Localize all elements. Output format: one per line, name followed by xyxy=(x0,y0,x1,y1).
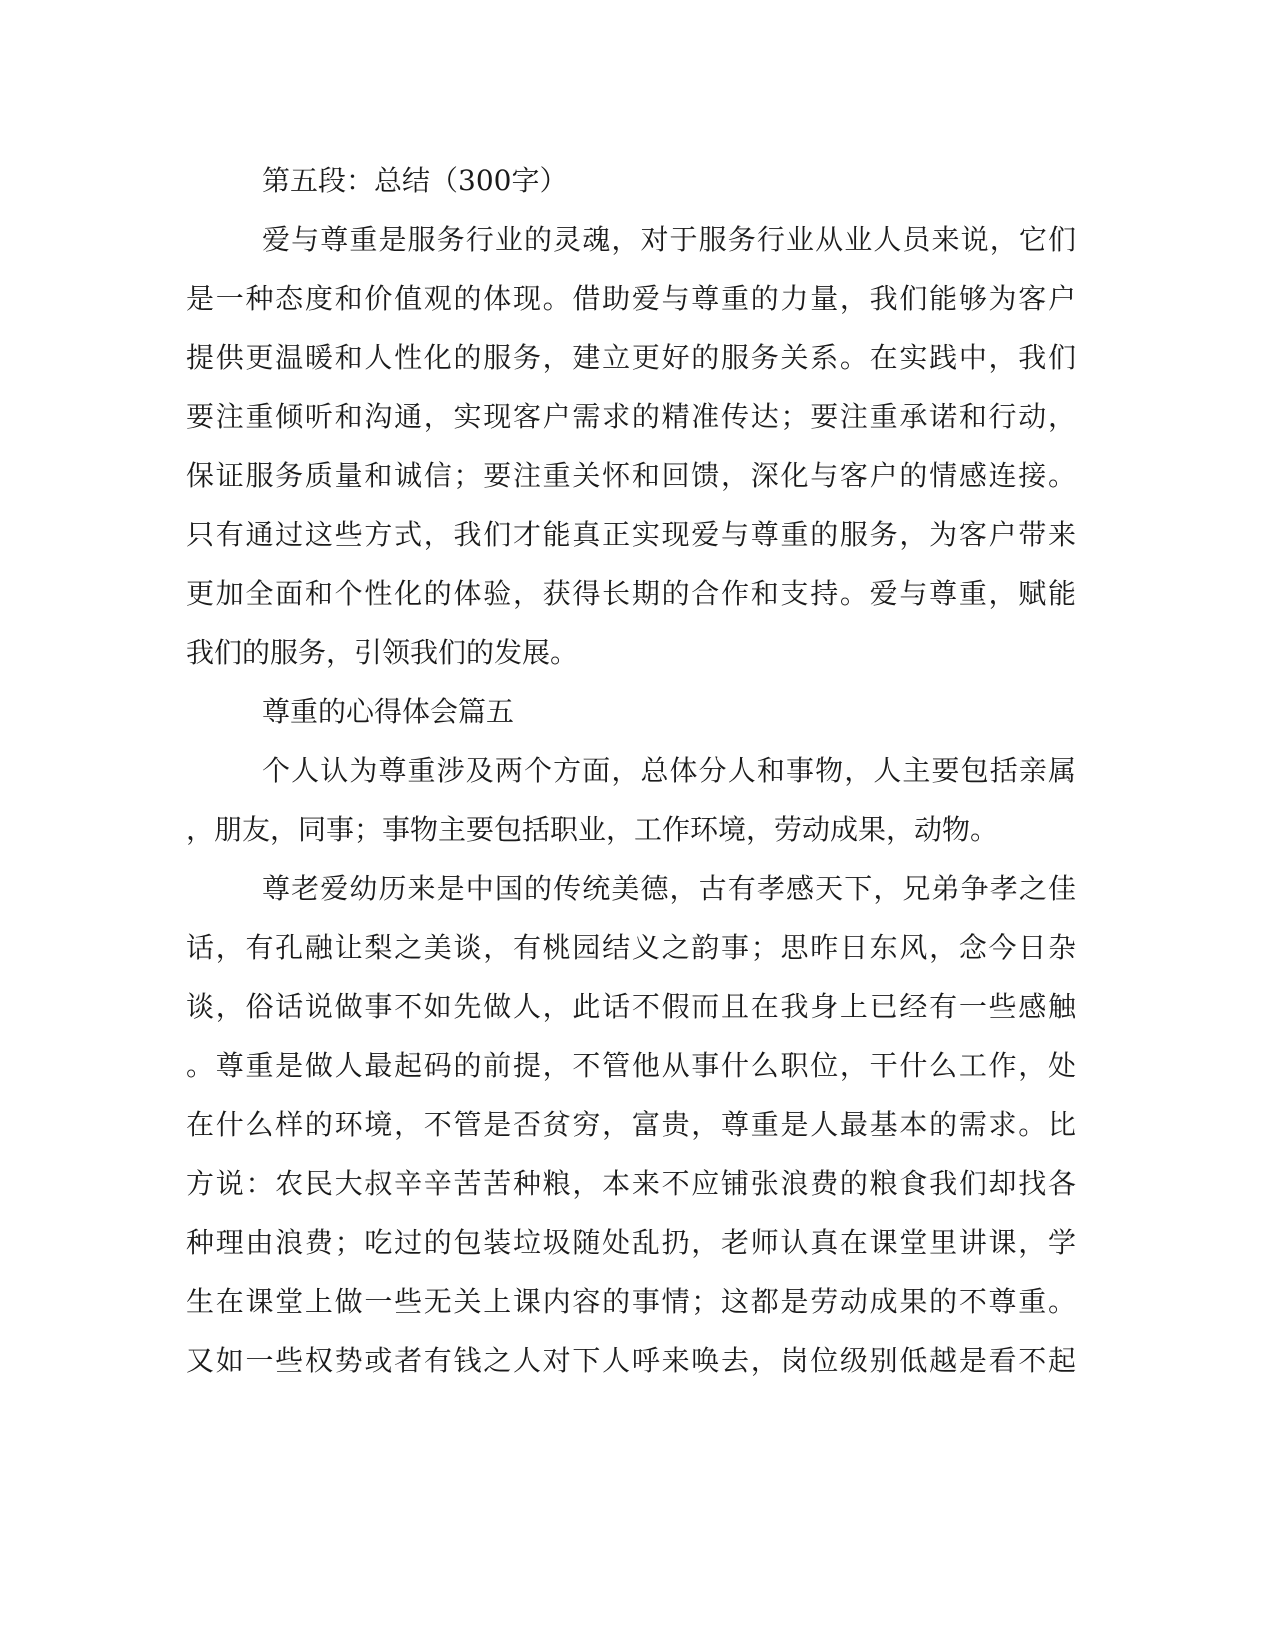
paragraph-line: 尊老爱幼历来是中国的传统美德，古有孝感天下，兄弟争孝之佳 xyxy=(262,872,1076,905)
paragraph-line: 。尊重是做人最起码的前提，不管他从事什么职位，干什么工作，处 xyxy=(186,1049,1076,1082)
paragraph-line: 爱与尊重是服务行业的灵魂，对于服务行业从业人员来说，它们 xyxy=(262,223,1076,256)
paragraph-line: 又如一些权势或者有钱之人对下人呼来唤去，岗位级别低越是看不起 xyxy=(186,1344,1076,1377)
paragraph-line: 只有通过这些方式，我们才能真正实现爱与尊重的服务，为客户带来 xyxy=(186,518,1076,551)
paragraph-line: 提供更温暖和人性化的服务，建立更好的服务关系。在实践中，我们 xyxy=(186,341,1076,374)
paragraph-line: 话，有孔融让梨之美谈，有桃园结义之韵事；思昨日东风，念今日杂 xyxy=(186,931,1076,964)
paragraph-line: 更加全面和个性化的体验，获得长期的合作和支持。爱与尊重，赋能 xyxy=(186,577,1076,610)
paragraph-line: 我们的服务，引领我们的发展。 xyxy=(186,636,579,669)
paragraph-line: ，朋友，同事；事物主要包括职业，工作环境，劳动成果，动物。 xyxy=(186,813,999,846)
paragraph-line: 种理由浪费；吃过的包装垃圾随处乱扔，老师认真在课堂里讲课，学 xyxy=(186,1226,1076,1259)
paragraph-line: 个人认为尊重涉及两个方面，总体分人和事物，人主要包括亲属 xyxy=(262,754,1076,787)
paragraph-line: 生在课堂上做一些无关上课内容的事情；这都是劳动成果的不尊重。 xyxy=(186,1285,1076,1318)
paragraph-line: 方说：农民大叔辛辛苦苦种粮，本来不应铺张浪费的粮食我们却找各 xyxy=(186,1167,1076,1200)
section-heading-part-five: 尊重的心得体会篇五 xyxy=(262,695,515,728)
paragraph-line: 是一种态度和价值观的体现。借助爱与尊重的力量，我们能够为客户 xyxy=(186,282,1076,315)
paragraph-line: 谈，俗话说做事不如先做人，此话不假而且在我身上已经有一些感触 xyxy=(186,990,1076,1023)
paragraph-line: 保证服务质量和诚信；要注重关怀和回馈，深化与客户的情感连接。 xyxy=(186,459,1076,492)
paragraph-line: 要注重倾听和沟通，实现客户需求的精准传达；要注重承诺和行动， xyxy=(186,400,1076,433)
section-heading-summary: 第五段：总结（300字） xyxy=(262,164,568,197)
paragraph-line: 在什么样的环境，不管是否贫穷，富贵，尊重是人最基本的需求。比 xyxy=(186,1108,1076,1141)
